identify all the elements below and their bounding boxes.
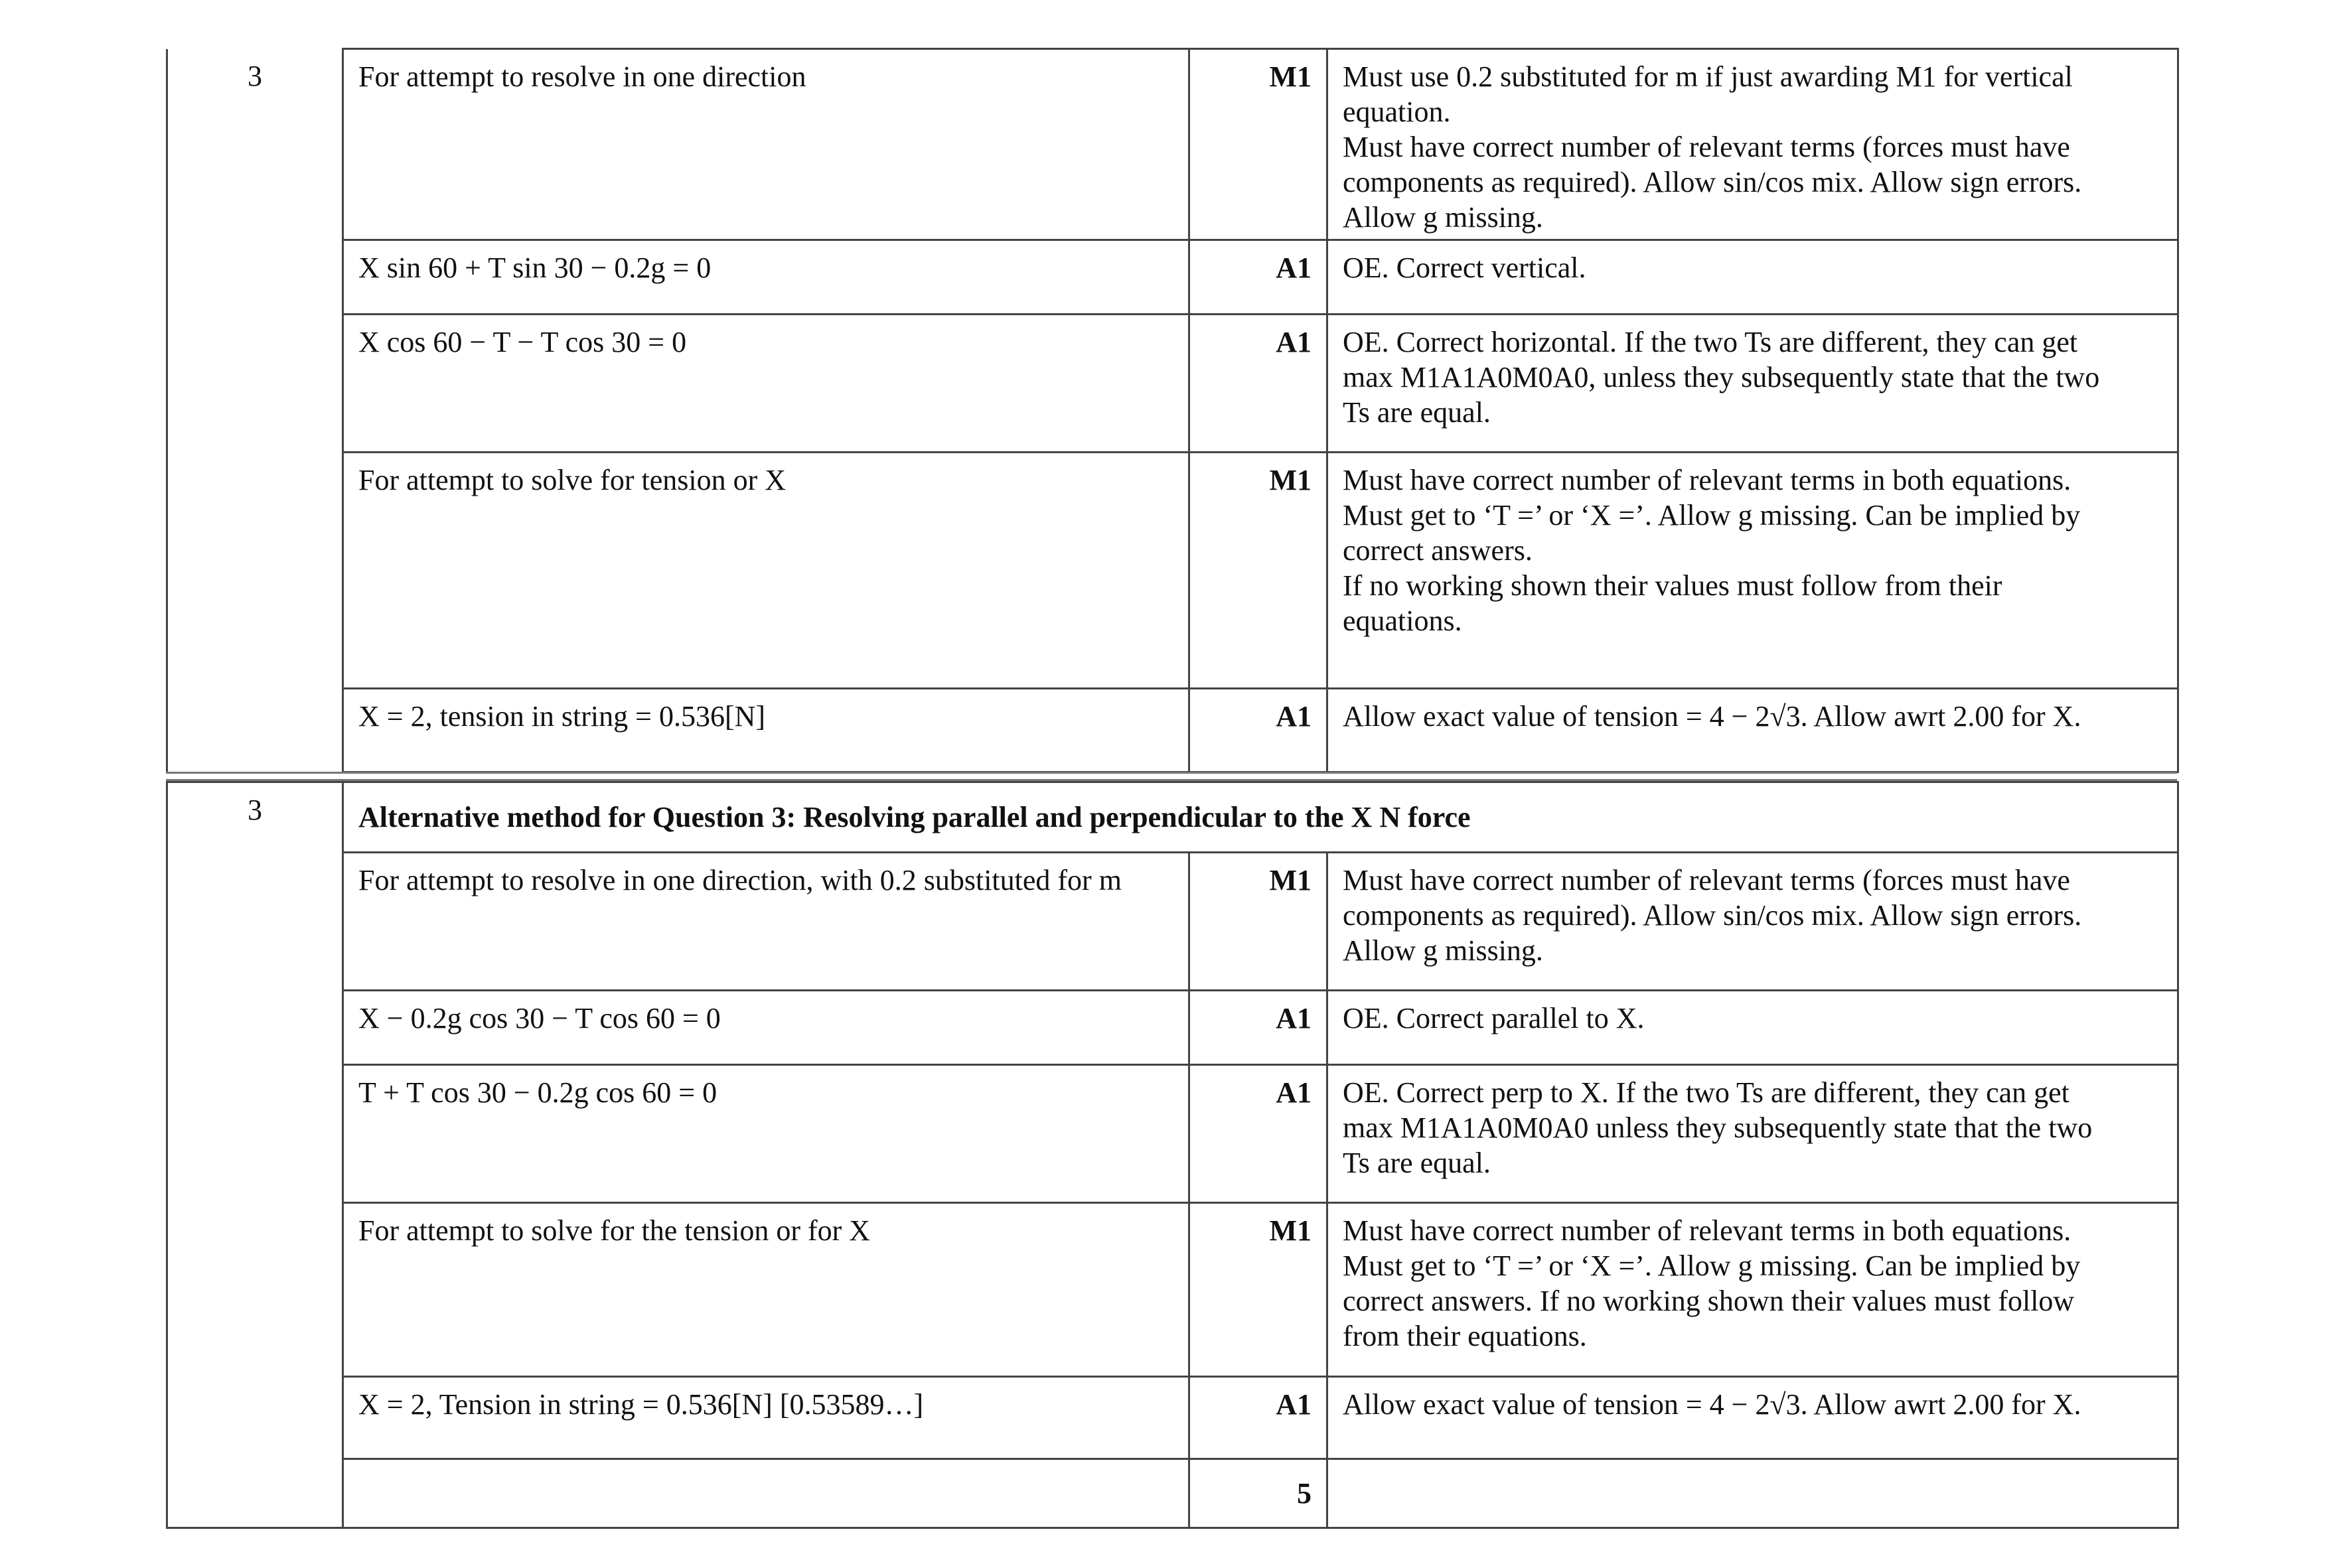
total-row xyxy=(167,1459,2178,1528)
mark-scheme-table-alternative xyxy=(166,781,2179,1529)
mark-cell: M1 xyxy=(1189,853,1327,991)
answer-cell: For attempt to resolve in one direction, with 0.2 substituted for m xyxy=(343,853,1189,991)
guidance-line: Must have correct number of relevant terms (forces must have xyxy=(1343,131,2070,163)
mark-cell: A1 xyxy=(1189,991,1327,1065)
mark-row xyxy=(167,1065,2178,1203)
answer-cell: X = 2, tension in string = 0.536[N] xyxy=(343,689,1189,772)
mark-row xyxy=(167,240,2178,315)
answer-cell: For attempt to solve for tension or X xyxy=(343,453,1189,689)
guidance-line: Must get to ‘T =’ or ‘X =’. Allow g missing. Can be implied by xyxy=(1343,1249,2081,1282)
mark-row xyxy=(167,689,2178,772)
mark-cell: M1 xyxy=(1189,453,1327,689)
answer-cell: T + T cos 30 − 0.2g cos 60 = 0 xyxy=(343,1065,1189,1203)
mark-row xyxy=(167,315,2178,453)
mark-cell: A1 xyxy=(1189,1065,1327,1203)
alternative-heading-row xyxy=(167,782,2178,853)
guidance-line: Must get to ‘T =’ or ‘X =’. Allow g missing. Can be implied by xyxy=(1343,499,2081,532)
guidance-cell xyxy=(1327,1377,2178,1459)
guidance-line: Allow exact value of tension = 4 − 2√3. Allow awrt 2.00 for X. xyxy=(1343,1388,2081,1421)
guidance-line: Allow g missing. xyxy=(1343,201,1543,234)
answer-cell: X = 2, Tension in string = 0.536[N] [0.53589…] xyxy=(343,1377,1189,1459)
mark-cell: A1 xyxy=(1189,689,1327,772)
mark-row xyxy=(167,1203,2178,1377)
guidance-line: components as required). Allow sin/cos mix. Allow sign errors. xyxy=(1343,166,2082,198)
guidance-cell xyxy=(1327,689,2178,772)
guidance-line: components as required). Allow sin/cos mix. Allow sign errors. xyxy=(1343,899,2082,932)
mark-cell: M1 xyxy=(1189,49,1327,240)
guidance-cell xyxy=(1327,315,2178,453)
guidance-line: Must have correct number of relevant terms in both equations. xyxy=(1343,464,2071,496)
guidance-line: Allow exact value of tension = 4 − 2√3. Allow awrt 2.00 for X. xyxy=(1343,700,2081,733)
guidance-cell xyxy=(1327,240,2178,315)
guidance-cell xyxy=(1327,453,2178,689)
answer-cell: For attempt to solve for the tension or for X xyxy=(343,1203,1189,1377)
alternative-method-heading: Alternative method for Question 3: Resolving parallel and perpendicular to the X N force xyxy=(343,782,2178,853)
mark-scheme-table-main xyxy=(166,48,2179,773)
mark-row xyxy=(167,991,2178,1065)
guidance-line: OE. Correct parallel to X. xyxy=(1343,1002,1645,1034)
guidance-line: Must have correct number of relevant terms in both equations. xyxy=(1343,1214,2071,1247)
guidance-line: max M1A1A0M0A0 unless they subsequently state that the two xyxy=(1343,1111,2093,1144)
mark-cell: M1 xyxy=(1189,1203,1327,1377)
guidance-cell xyxy=(1327,1065,2178,1203)
guidance-cell xyxy=(1327,49,2178,240)
guidance-line: Must use 0.2 substituted for m if just awarding M1 for vertical xyxy=(1343,60,2073,93)
guidance-line: OE. Correct horizontal. If the two Ts are different, they can get xyxy=(1343,326,2078,358)
guidance-line: equations. xyxy=(1343,605,1462,637)
guidance-line: If no working shown their values must follow from their xyxy=(1343,569,2002,602)
answer-cell: X cos 60 − T − T cos 30 = 0 xyxy=(343,315,1189,453)
guidance-cell xyxy=(1327,853,2178,991)
mark-cell: A1 xyxy=(1189,315,1327,453)
guidance-line: correct answers. xyxy=(1343,534,1533,567)
answer-cell: For attempt to resolve in one direction xyxy=(343,49,1189,240)
guidance-cell xyxy=(1327,1203,2178,1377)
guidance-cell-empty xyxy=(1327,1459,2178,1528)
mark-row xyxy=(167,853,2178,991)
guidance-line: OE. Correct vertical. xyxy=(1343,251,1586,284)
mark-row xyxy=(167,453,2178,689)
guidance-line: max M1A1A0M0A0, unless they subsequently state that the two xyxy=(1343,361,2100,393)
guidance-cell xyxy=(1327,991,2178,1065)
guidance-line: OE. Correct perp to X. If the two Ts are different, they can get xyxy=(1343,1076,2069,1109)
guidance-line: correct answers. If no working shown their values must follow xyxy=(1343,1285,2075,1317)
answer-cell-empty xyxy=(343,1459,1189,1528)
guidance-line: Allow g missing. xyxy=(1343,934,1543,967)
question-number: 3 xyxy=(167,49,343,772)
guidance-line: Ts are equal. xyxy=(1343,1147,1491,1179)
section-separator xyxy=(166,772,2177,781)
guidance-line: equation. xyxy=(1343,96,1451,128)
answer-cell: X − 0.2g cos 30 − T cos 60 = 0 xyxy=(343,991,1189,1065)
mark-row xyxy=(167,49,2178,240)
guidance-line: Must have correct number of relevant terms (forces must have xyxy=(1343,864,2070,896)
guidance-line: from their equations. xyxy=(1343,1320,1587,1352)
mark-row xyxy=(167,1377,2178,1459)
mark-cell: A1 xyxy=(1189,240,1327,315)
question-number: 3 xyxy=(167,782,343,1528)
mark-cell: A1 xyxy=(1189,1377,1327,1459)
guidance-line: Ts are equal. xyxy=(1343,396,1491,429)
answer-cell: X sin 60 + T sin 30 − 0.2g = 0 xyxy=(343,240,1189,315)
total-mark: 5 xyxy=(1189,1459,1327,1528)
